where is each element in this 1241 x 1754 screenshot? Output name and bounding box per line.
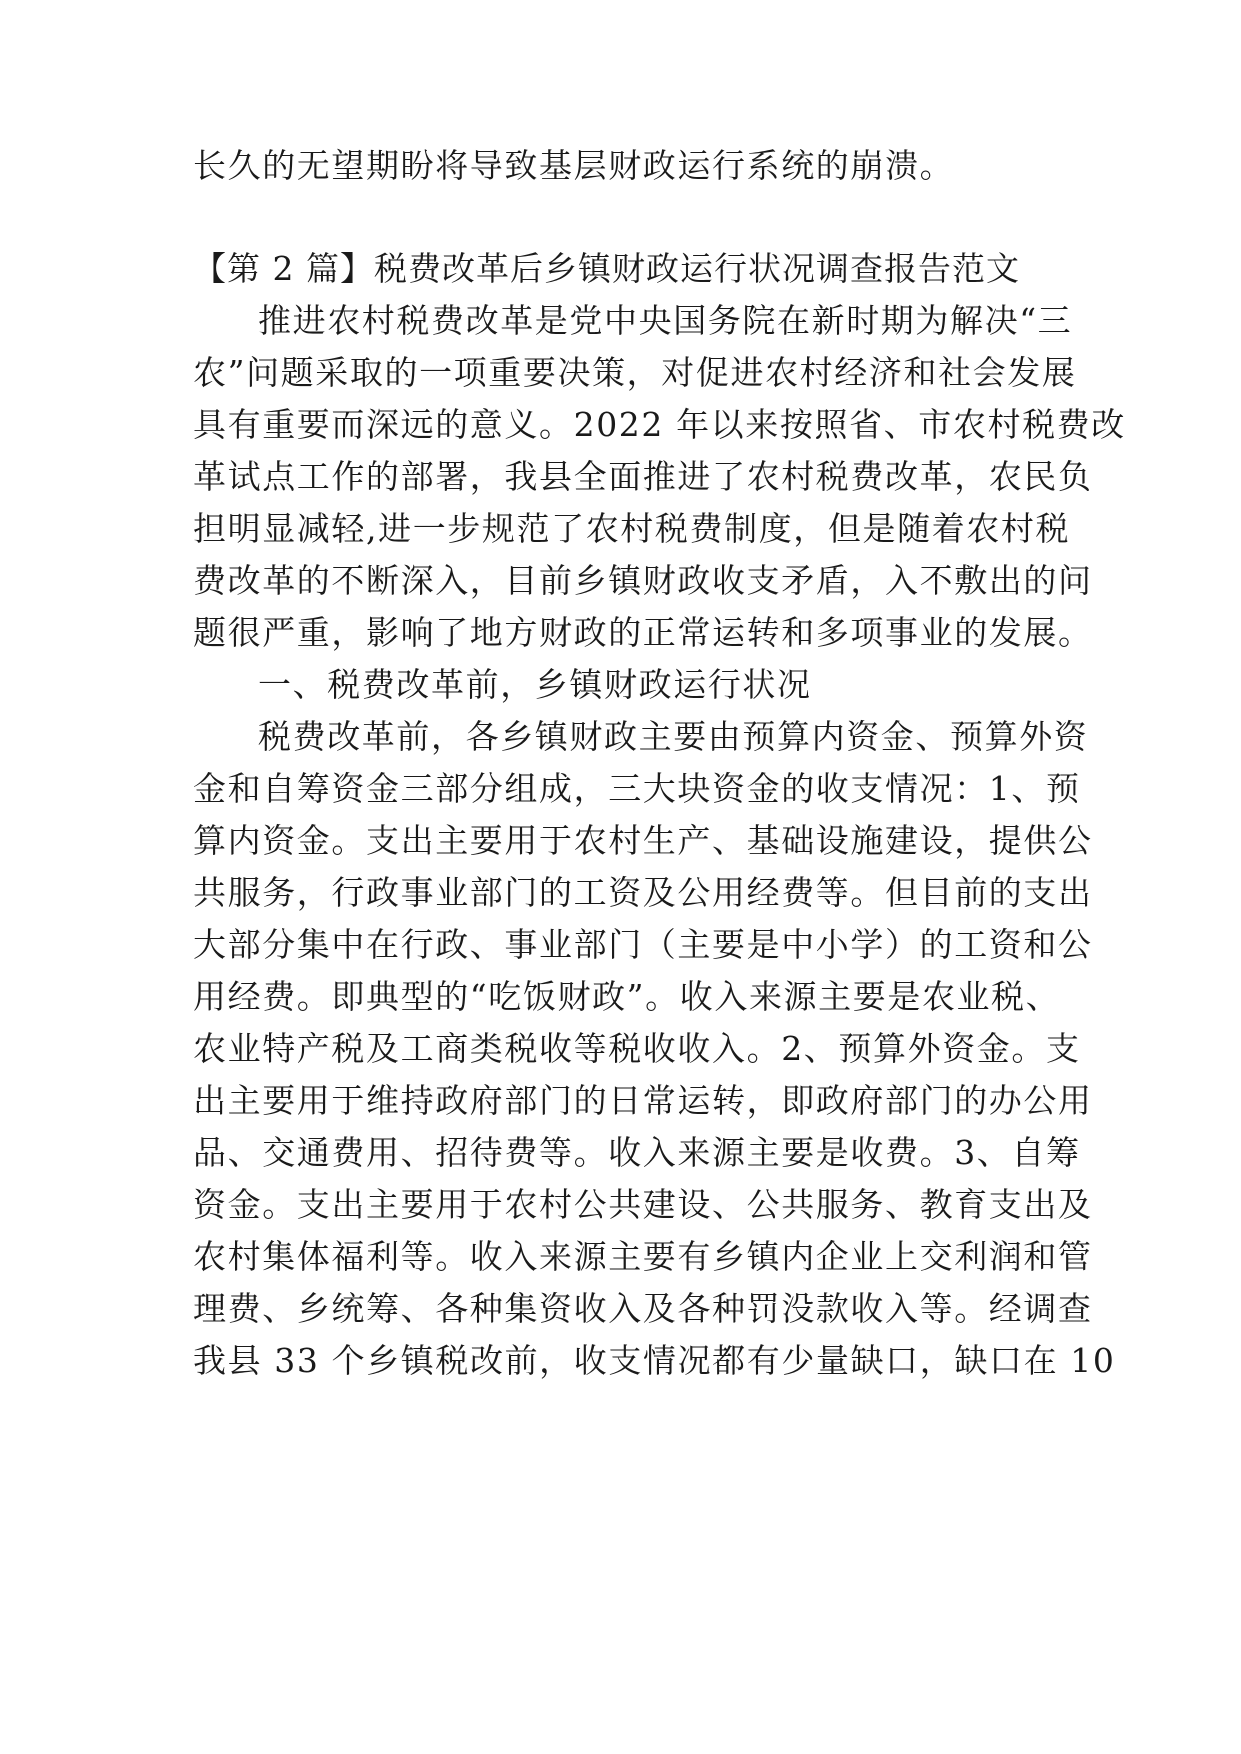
paragraph-line: 用经费。即典型的“吃饭财政”。收入来源主要是农业税、: [193, 977, 1061, 1016]
paragraph-line: 我县 33 个乡镇税改前，收支情况都有少量缺口，缺口在 10: [193, 1341, 1116, 1380]
paragraph-line: 出主要用于维持政府部门的日常运转，即政府部门的办公用: [193, 1081, 1093, 1120]
paragraph-line: 农村集体福利等。收入来源主要有乡镇内企业上交利润和管: [193, 1237, 1093, 1276]
paragraph-line: 题很严重，影响了地方财政的正常运转和多项事业的发展。: [193, 613, 1093, 652]
paragraph-line: 推进农村税费改革是党中央国务院在新时期为解决“三: [258, 301, 1073, 340]
paragraph-line: 税费改革前，各乡镇财政主要由预算内资金、预算外资: [258, 717, 1089, 756]
paragraph-line: 农业特产税及工商类税收等税收收入。2、预算外资金。支: [193, 1029, 1081, 1068]
paragraph-line: 算内资金。支出主要用于农村生产、基础设施建设，提供公: [193, 821, 1093, 860]
paragraph-line: 费改革的不断深入，目前乡镇财政收支矛盾，入不敷出的问: [193, 561, 1093, 600]
paragraph-line: 担明显减轻,进一步规范了农村税费制度，但是随着农村税: [193, 509, 1071, 548]
article-heading: 【第 2 篇】税费改革后乡镇财政运行状况调查报告范文: [193, 249, 1020, 288]
paragraph-line: 大部分集中在行政、事业部门（主要是中小学）的工资和公: [193, 925, 1093, 964]
paragraph-line: 革试点工作的部署，我县全面推进了农村税费改革，农民负: [193, 457, 1093, 496]
section-heading: 一、税费改革前，乡镇财政运行状况: [258, 665, 812, 704]
paragraph-line: 品、交通费用、招待费等。收入来源主要是收费。3、自筹: [193, 1133, 1081, 1172]
paragraph-line: 资金。支出主要用于农村公共建设、公共服务、教育支出及: [193, 1185, 1093, 1224]
paragraph-line: 理费、乡统筹、各种集资收入及各种罚没款收入等。经调查: [193, 1289, 1093, 1328]
previous-article-closing-line: 长久的无望期盼将导致基层财政运行系统的崩溃。: [193, 146, 955, 185]
paragraph-line: 金和自筹资金三部分组成，三大块资金的收支情况：1、预: [193, 769, 1081, 808]
paragraph-line: 具有重要而深远的意义。2022 年以来按照省、市农村税费改: [193, 405, 1126, 444]
paragraph-line: 共服务，行政事业部门的工资及公用经费等。但目前的支出: [193, 873, 1093, 912]
paragraph-line: 农”问题采取的一项重要决策，对促进农村经济和社会发展: [193, 353, 1077, 392]
